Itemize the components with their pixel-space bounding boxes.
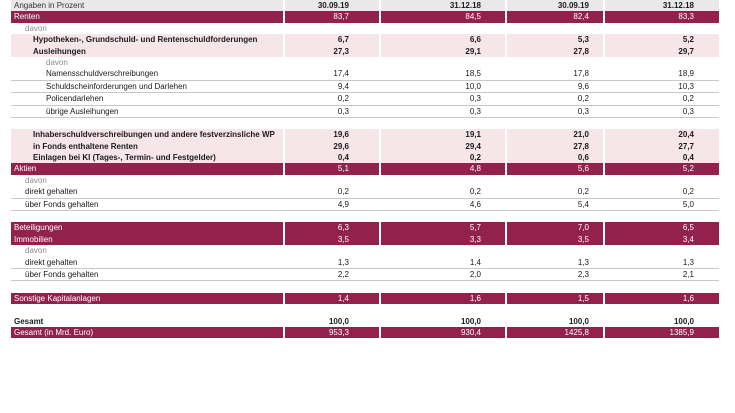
- value-col-3: 9,6: [577, 81, 589, 91]
- value-col-2: 0,2: [469, 187, 481, 197]
- value-col-2: 29,1: [465, 46, 481, 56]
- value-col-4: 1,6: [682, 293, 694, 303]
- value-col-2: 1,6: [469, 293, 481, 303]
- value-col-4: 2,1: [682, 269, 694, 279]
- value-col-4: 0,2: [682, 187, 694, 197]
- row-spacer-2: [11, 211, 719, 222]
- row-label: Hypotheken-, Grundschuld- und Rentenschuldforderungen: [33, 35, 258, 45]
- value-col-3: 0,2: [577, 94, 589, 104]
- row-beteiligungen: [11, 222, 719, 233]
- value-col-3: 17,8: [573, 69, 589, 79]
- value-col-1: 5,1: [337, 164, 349, 174]
- row-einlagen-ki: [11, 152, 719, 163]
- value-col-1: 17,4: [333, 69, 349, 79]
- row-label: Sonstige Kapitalanlagen: [14, 293, 101, 303]
- row-label: in Fonds enthaltene Renten: [33, 141, 138, 151]
- value-col-4: 18,9: [678, 69, 694, 79]
- row-label: über Fonds gehalten: [25, 199, 99, 209]
- value-col-1: 6,7: [337, 35, 349, 45]
- value-col-4: 5,0: [682, 199, 694, 209]
- row-ausleihungen: [11, 46, 719, 57]
- value-col-1: 0,2: [337, 187, 349, 197]
- value-col-4: 0,4: [682, 153, 694, 163]
- value-col-1: 0,4: [337, 153, 349, 163]
- value-col-2: 0,3: [469, 94, 481, 104]
- row-label: davon: [46, 57, 68, 67]
- value-col-2: 84,5: [465, 12, 481, 22]
- value-col-3: 0,2: [577, 187, 589, 197]
- value-col-4: 5,2: [682, 35, 694, 45]
- row-gesamt-mrd: [11, 327, 719, 338]
- row-label: davon: [25, 23, 47, 33]
- row-inhaberschuld: [11, 129, 719, 140]
- value-col-3: 5,4: [577, 199, 589, 209]
- value-col-4: 83,3: [678, 12, 694, 22]
- value-col-1: 953,3: [328, 327, 349, 337]
- value-col-2: 100,0: [460, 316, 481, 326]
- value-col-1: 27,3: [333, 46, 349, 56]
- row-aktien: [11, 163, 719, 174]
- value-col-3: 100,0: [568, 316, 589, 326]
- value-col-1: 0,2: [337, 94, 349, 104]
- value-col-1: 29,6: [333, 141, 349, 151]
- value-col-4: 10,3: [678, 81, 694, 91]
- value-col-4: 31.12.18: [662, 1, 694, 10]
- value-col-2: 31.12.18: [449, 1, 481, 10]
- value-col-4: 27,7: [678, 141, 694, 151]
- row-label: Einlagen bei KI (Tages-, Termin- und Festgelder): [33, 153, 216, 163]
- row-spacer-1: [11, 118, 719, 129]
- value-col-3: 27,8: [573, 46, 589, 56]
- value-col-4: 20,4: [678, 130, 694, 140]
- value-col-2: 19,1: [465, 130, 481, 140]
- row-policendarlehen: [11, 93, 719, 105]
- row-renten: [11, 11, 719, 22]
- value-col-3: 82,4: [573, 12, 589, 22]
- row-label: direkt gehalten: [25, 187, 78, 197]
- value-col-2: 29,4: [465, 141, 481, 151]
- row-gesamt: [11, 316, 719, 327]
- value-col-3: 2,3: [577, 269, 589, 279]
- value-col-1: 1,4: [337, 293, 349, 303]
- value-col-1: 6,3: [337, 223, 349, 233]
- value-col-2: 10,0: [465, 81, 481, 91]
- row-davon-2: [11, 57, 719, 68]
- row-label: direkt gehalten: [25, 257, 78, 267]
- value-col-4: 29,7: [678, 46, 694, 56]
- value-col-3: 5,3: [577, 35, 589, 45]
- value-col-4: 6,5: [682, 223, 694, 233]
- unit-label: Angaben in Prozent: [14, 1, 85, 10]
- value-col-3: 0,6: [577, 153, 589, 163]
- row-label: Policendarlehen: [46, 94, 104, 104]
- value-col-3: 21,0: [573, 130, 589, 140]
- row-schuldschein: [11, 81, 719, 93]
- row-namensschuld: [11, 68, 719, 80]
- value-col-2: 18,5: [465, 69, 481, 79]
- value-col-4: 5,2: [682, 164, 694, 174]
- value-col-1: 3,5: [337, 234, 349, 244]
- value-col-2: 4,6: [469, 199, 481, 209]
- value-col-4: 1385,9: [669, 327, 694, 337]
- value-col-3: 1,3: [577, 257, 589, 267]
- row-spacer-3: [11, 281, 719, 292]
- row-label: übrige Ausleihungen: [46, 106, 119, 116]
- row-label: Beteiligungen: [14, 223, 63, 233]
- row-uebrige-ausleihungen: [11, 106, 719, 118]
- row-immobilien-direkt: [11, 257, 719, 269]
- row-hypotheken: [11, 34, 719, 45]
- value-col-1: 0,3: [337, 106, 349, 116]
- row-aktien-fonds: [11, 199, 719, 211]
- row-immobilien-fonds: [11, 269, 719, 281]
- value-col-1: 2,2: [337, 269, 349, 279]
- allocation-table: [11, 0, 719, 338]
- value-col-3: 27,8: [573, 141, 589, 151]
- value-col-2: 3,3: [469, 234, 481, 244]
- value-col-4: 0,3: [682, 106, 694, 116]
- value-col-3: 1,5: [577, 293, 589, 303]
- value-col-1: 100,0: [328, 316, 349, 326]
- value-col-3: 30.09.19: [557, 1, 589, 10]
- value-col-4: 3,4: [682, 234, 694, 244]
- row-label: Ausleihungen: [33, 46, 86, 56]
- value-col-2: 0,2: [469, 153, 481, 163]
- value-col-3: 5,6: [577, 164, 589, 174]
- value-col-1: 83,7: [333, 12, 349, 22]
- row-label: über Fonds gehalten: [25, 269, 99, 279]
- value-col-4: 0,2: [682, 94, 694, 104]
- value-col-2: 1,4: [469, 257, 481, 267]
- value-col-1: 19,6: [333, 130, 349, 140]
- row-label: Renten: [14, 12, 40, 22]
- value-col-3: 7,0: [577, 223, 589, 233]
- row-fonds-renten: [11, 141, 719, 152]
- row-label: Inhaberschuldverschreibungen und andere festverzinsliche WP: [33, 130, 275, 140]
- row-label: Schuldscheinforderungen und Darlehen: [46, 81, 187, 91]
- header-row: [11, 0, 719, 11]
- row-davon-3: [11, 175, 719, 186]
- row-davon-4: [11, 245, 719, 256]
- value-col-3: 1425,8: [564, 327, 589, 337]
- value-col-2: 6,6: [469, 35, 481, 45]
- value-col-2: 0,3: [469, 106, 481, 116]
- value-col-2: 930,4: [460, 327, 481, 337]
- value-col-2: 5,7: [469, 223, 481, 233]
- value-col-2: 4,8: [469, 164, 481, 174]
- row-label: Aktien: [14, 164, 37, 174]
- row-label: Immobilien: [14, 234, 53, 244]
- row-label: davon: [25, 175, 47, 185]
- value-col-1: 30.09.19: [317, 1, 349, 10]
- value-col-3: 3,5: [577, 234, 589, 244]
- value-col-4: 1,3: [682, 257, 694, 267]
- row-immobilien: [11, 234, 719, 245]
- row-davon-1: [11, 23, 719, 34]
- value-col-1: 1,3: [337, 257, 349, 267]
- value-col-4: 100,0: [673, 316, 694, 326]
- row-label: davon: [25, 246, 47, 256]
- row-label: Gesamt (in Mrd. Euro): [14, 327, 94, 337]
- value-col-1: 4,9: [337, 199, 349, 209]
- row-sonstige: [11, 293, 719, 304]
- row-label: Namensschuldverschreibungen: [46, 69, 159, 79]
- row-label: Gesamt: [14, 316, 44, 326]
- row-spacer-4: [11, 304, 719, 315]
- value-col-2: 2,0: [469, 269, 481, 279]
- row-aktien-direkt: [11, 186, 719, 198]
- value-col-1: 9,4: [337, 81, 349, 91]
- value-col-3: 0,3: [577, 106, 589, 116]
